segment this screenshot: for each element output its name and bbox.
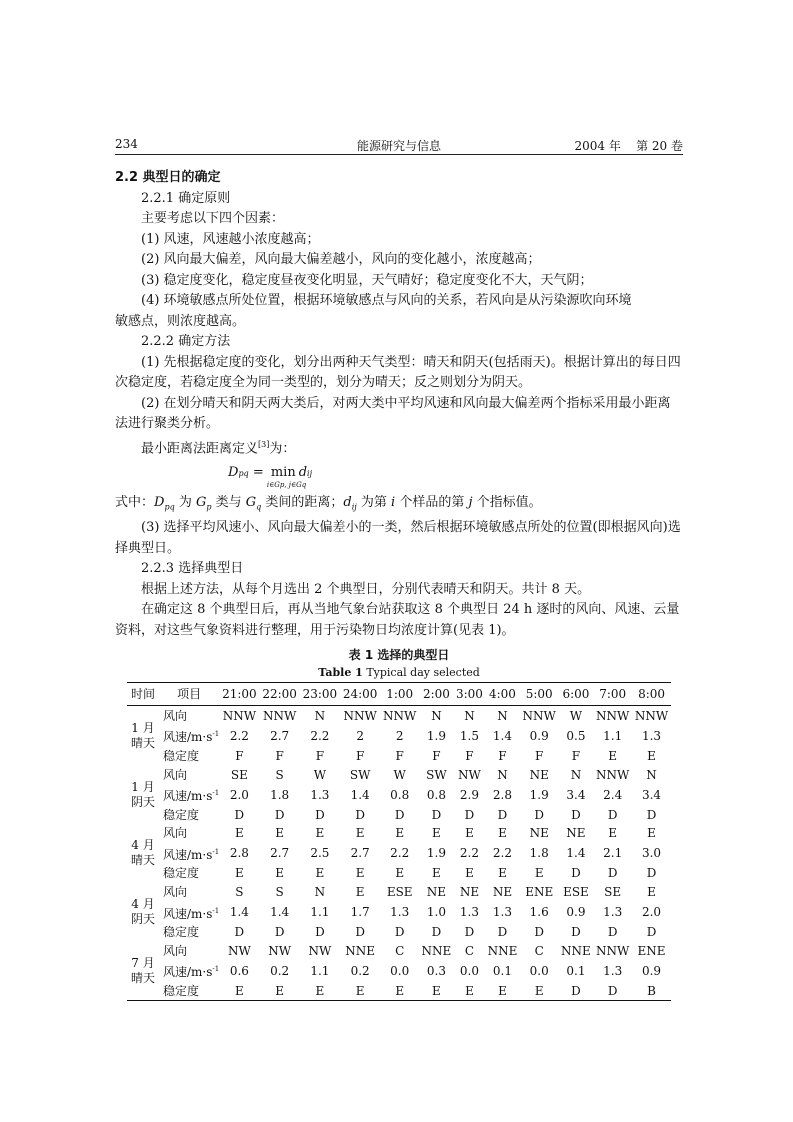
table-cell: 3.4 — [641, 787, 662, 802]
table-row — [127, 883, 671, 902]
table-cell: 1.4 — [566, 846, 586, 861]
header-hour: 5:00 — [520, 683, 559, 706]
table-cell: 2.4 — [603, 787, 623, 802]
table-cell: 2.0 — [229, 787, 249, 802]
table-cell: NNW — [222, 708, 257, 723]
table-cell: F — [465, 748, 474, 763]
table-cell: 2 — [356, 728, 364, 743]
factor-item: (1) 风速，风速越小浓度越高； — [141, 231, 320, 247]
row-item-label: 稳定度 — [163, 925, 200, 940]
table-cell: NE — [566, 826, 586, 841]
table-cell: C — [534, 943, 544, 958]
table-cell: 2.7 — [350, 846, 370, 861]
table-cell: E — [608, 748, 618, 763]
table-cell: E — [498, 983, 507, 998]
table-cell: N — [497, 708, 508, 723]
group-label: 4 月 晴天 — [130, 838, 155, 868]
method-item: (1) 先根据稳定度的变化，划分出两种天气类型：晴天和阴天(包括雨天)。根据计算出的每日四次稳定度，若稳定度全为同一类型的，划分为晴天；反之则划分为阴天。 — [115, 354, 681, 390]
table-cell: B — [647, 983, 656, 998]
header-hour: 4:00 — [485, 683, 520, 706]
table-cell: D — [274, 925, 285, 940]
table-cell: 2.5 — [310, 846, 330, 861]
table-cell: NNE — [421, 943, 452, 958]
table-cell: 0.9 — [529, 728, 549, 743]
table-cell: W — [569, 708, 583, 723]
row-item-label: 稳定度 — [163, 807, 200, 822]
table-cell: E — [234, 983, 244, 998]
table-cell: E — [647, 885, 656, 900]
table-cell: E — [465, 826, 474, 841]
table-cell: 1.1 — [310, 963, 330, 978]
table-cell: 0.8 — [390, 787, 410, 802]
row-item-label: 稳定度 — [163, 983, 200, 998]
table-cell: NE — [426, 885, 447, 900]
row-item-label: 风向 — [163, 826, 188, 841]
table-cell: D — [534, 807, 545, 822]
table-cell: D — [571, 983, 581, 998]
row-item-label: 风速$/m\cdot s^{-1}$ — [163, 789, 220, 804]
table-row — [127, 784, 671, 805]
group-label: 4 月 阴天 — [130, 897, 155, 927]
table-cell: NNW — [383, 708, 417, 723]
table-cell: 1.3 — [390, 905, 410, 920]
table-cell: N — [314, 885, 326, 900]
table-cell: D — [607, 983, 618, 998]
table-cell: F — [432, 748, 441, 763]
table-cell: D — [234, 925, 245, 940]
table-cell: D — [571, 866, 581, 881]
table-cell: 0.9 — [641, 963, 662, 978]
table-cell: E — [234, 826, 244, 841]
paragraph: 主要考虑以下四个因素： — [141, 211, 285, 226]
table-cell: E — [498, 826, 507, 841]
method-item: (2) 在划分晴天和阴天两大类后，对两大类中平均风速和风向最大偏差两个指标采用最小距离法进行聚类分析。 — [115, 395, 671, 431]
table-cell: D — [431, 807, 442, 822]
table-cell: D — [534, 925, 545, 940]
table-cell: D — [607, 925, 618, 940]
factor-item: (4) 环境敏感点所处位置，根据环境敏感点与风向的关系，若风向是从污染源吹向环境 — [141, 293, 632, 308]
table-header-row — [127, 683, 671, 706]
table-cell: ENE — [637, 943, 666, 958]
table-row — [127, 923, 671, 942]
table-cell: E — [315, 826, 325, 841]
table-cell: E — [355, 885, 365, 900]
table-cell: D — [607, 866, 618, 881]
table-row — [127, 805, 671, 824]
table-cell: 1.6 — [529, 905, 549, 920]
table-cell: NNE — [345, 943, 376, 958]
table-cell: 2.7 — [270, 846, 290, 861]
table-cell: S — [235, 885, 244, 900]
table-cell: 2.2 — [390, 846, 410, 861]
table-cell: E — [395, 866, 405, 881]
paragraph: 根据上述方法，从每个月选出 2 个典型日，分别代表晴天和阴天。共计 8 天。 — [141, 581, 591, 597]
table-cell: F — [315, 748, 325, 763]
table-cell: E — [432, 826, 441, 841]
table-cell: 0.0 — [529, 963, 549, 978]
table-cell: E — [465, 983, 474, 998]
table-cell: E — [647, 826, 656, 841]
table-cell: NNW — [596, 767, 630, 782]
table-caption-en: Table 1 Typical day selected — [318, 666, 480, 680]
row-item-label: 风向 — [163, 708, 188, 723]
factor-item: (3) 稳定度变化，稳定度昼夜变化明显，天气晴好；稳定度变化不大，天气阴； — [141, 272, 593, 288]
header-hour: 2:00 — [419, 683, 454, 706]
table-cell: 1.4 — [492, 728, 513, 743]
table-cell: 1.7 — [350, 905, 370, 920]
table-cell: C — [464, 943, 475, 958]
year-volume: 2004 年 第 20 卷 — [574, 139, 683, 153]
header-time: 时间 — [127, 683, 159, 706]
table-cell: D — [315, 925, 325, 940]
row-item-label: 风向 — [163, 767, 188, 782]
table-cell: 0.0 — [390, 963, 410, 978]
table-cell: C — [395, 943, 405, 958]
header-hour: 24:00 — [340, 683, 380, 706]
running-header — [115, 137, 683, 155]
table-cell: SE — [230, 767, 248, 782]
table-cell: 1.9 — [426, 846, 446, 861]
table-cell: F — [535, 748, 544, 763]
table-cell: 0.2 — [270, 963, 290, 978]
table-cell: D — [646, 807, 657, 822]
table-cell: NNW — [596, 943, 630, 958]
table-caption-zh: 表 1 选择的典型日 — [348, 648, 450, 663]
table-cell: 2.9 — [459, 787, 479, 802]
header-hour: 21:00 — [219, 683, 259, 706]
table-cell: F — [356, 748, 365, 763]
table-row — [127, 843, 671, 864]
header-hour: 23:00 — [300, 683, 340, 706]
table-cell: W — [313, 767, 327, 782]
table-cell: E — [498, 866, 507, 881]
table-cell: 2.8 — [492, 787, 513, 802]
table-cell: D — [355, 925, 365, 940]
table-cell: E — [275, 826, 285, 841]
table-cell: 0.1 — [492, 963, 513, 978]
table-cell: S — [275, 767, 284, 782]
table-cell: 1.5 — [459, 728, 479, 743]
header-hour: 6:00 — [559, 683, 594, 706]
table-cell: NNW — [343, 708, 377, 723]
row-item-label: 稳定度 — [163, 866, 200, 881]
table-cell: NNW — [596, 708, 630, 723]
table-cell: E — [534, 983, 544, 998]
table-cell: D — [571, 925, 581, 940]
table-cell: E — [275, 866, 285, 881]
table-cell: W — [393, 767, 406, 782]
article-body — [115, 168, 683, 1001]
table-cell: NE — [529, 826, 549, 841]
table-cell: E — [234, 866, 244, 881]
subsection-heading: 2.2.1 确定原则 — [141, 190, 231, 206]
table-cell: SE — [604, 885, 622, 900]
table-cell: E — [275, 983, 285, 998]
table-cell: E — [465, 866, 474, 881]
method-item: (3) 选择平均风速小、风向最大偏差小的一类，然后根据环境敏感点所处的位置(即根据风向)选择典型日。 — [115, 520, 681, 556]
header-hour: 7:00 — [593, 683, 632, 706]
table-cell: N — [497, 767, 508, 782]
table-cell: E — [355, 866, 365, 881]
table-cell: E — [432, 983, 441, 998]
page-number: 234 — [115, 137, 138, 151]
table-cell: 1.3 — [641, 728, 662, 743]
group-label: 7 月 晴天 — [130, 955, 155, 985]
table-cell: D — [646, 925, 657, 940]
table-cell: D — [234, 807, 245, 822]
subsection-heading: 2.2.3 选择典型日 — [141, 561, 244, 577]
table-cell: N — [431, 708, 442, 723]
table-row — [127, 864, 671, 883]
table-row — [127, 725, 671, 746]
table-cell: SW — [426, 767, 447, 782]
header-item: 项目 — [159, 683, 219, 706]
table-row — [127, 765, 671, 784]
table-cell: 0.2 — [350, 963, 370, 978]
paragraph: 在确定这 8 个典型日后，再从当地气象台站获取这 8 个典型日 24 h 逐时的风向、风速、云量资料，对这些气象资料进行整理，用于污染物日均浓度计算(见表 1)。 — [115, 602, 680, 638]
journal-title: 能源研究与信息 — [356, 139, 441, 153]
table-cell: 1.4 — [270, 905, 290, 920]
table-cell: F — [395, 748, 404, 763]
table-cell: NNW — [522, 708, 556, 723]
table-cell: 0.9 — [566, 905, 586, 920]
table-cell: 1.3 — [603, 905, 623, 920]
table-cell: 1.8 — [270, 787, 290, 802]
table-cell: 1.8 — [529, 846, 549, 861]
table-cell: 1.4 — [229, 905, 249, 920]
table-cell: 0.6 — [229, 963, 249, 978]
table-cell: E — [315, 866, 325, 881]
table-cell: 1.4 — [350, 787, 370, 802]
table-cell: S — [275, 885, 284, 900]
table-cell: 2.8 — [229, 846, 249, 861]
table-cell: D — [315, 807, 325, 822]
table-row — [127, 981, 671, 1000]
formula-explanation: 式中：$D_{pq}$ 为 $G_p$ 类与 $G_q$ 类间的距离；$d_{ij}$ 为第 i 个样品的第 j 个指标值。 — [115, 495, 542, 512]
table-cell: D — [646, 866, 657, 881]
table-cell: 0.3 — [426, 963, 446, 978]
table-cell: N — [570, 767, 582, 782]
formula: Dpq = min i∈Gp, j∈Gq dij — [228, 465, 313, 490]
citation-ref: [3] — [258, 439, 270, 449]
table-cell: E — [355, 983, 365, 998]
table-cell: NNE — [487, 943, 518, 958]
table-cell: NNW — [634, 708, 669, 723]
factor-item-continued: 敏感点，则浓度越高。 — [115, 313, 246, 329]
table-cell: 1.9 — [426, 728, 446, 743]
table-caption — [115, 647, 683, 681]
table-cell: NNE — [561, 943, 591, 958]
table-cell: 1.3 — [603, 963, 623, 978]
table-cell: 2.2 — [310, 728, 330, 743]
table-cell: D — [394, 807, 405, 822]
table-cell: SW — [349, 767, 371, 782]
table-cell: 2 — [395, 728, 404, 743]
subsection-heading: 2.2.2 确定方法 — [141, 334, 231, 349]
table-cell: E — [395, 983, 405, 998]
row-item-label: 风向 — [163, 885, 188, 900]
table-cell: ENE — [525, 885, 554, 900]
header-hour: 8:00 — [632, 683, 671, 706]
table-cell: E — [608, 826, 618, 841]
table-cell: 2.2 — [492, 846, 513, 861]
table-cell: D — [571, 807, 581, 822]
table-cell: D — [497, 807, 508, 822]
table-cell: 1.3 — [310, 787, 330, 802]
table-cell: D — [355, 807, 365, 822]
table-cell: 0.5 — [566, 728, 586, 743]
table-cell: E — [315, 983, 325, 998]
table-cell: NNW — [262, 708, 297, 723]
table-row — [127, 942, 671, 961]
table-cell: E — [534, 866, 544, 881]
table-cell: E — [395, 826, 405, 841]
row-item-label: 风向 — [163, 943, 188, 958]
row-item-label: 风速$/m\cdot s^{-1}$ — [163, 965, 220, 980]
table-row — [127, 706, 671, 725]
table-cell: 2.2 — [229, 728, 249, 743]
table-cell: F — [571, 748, 581, 763]
table-cell: N — [646, 767, 657, 782]
typical-day-table — [127, 682, 671, 1001]
factor-item: (2) 风向最大偏差，风向最大偏差越小，风向的变化越小，浓度越高； — [141, 252, 541, 267]
table-cell: 1.1 — [310, 905, 330, 920]
table-cell: ESE — [386, 885, 413, 900]
table-cell: 1.1 — [603, 728, 623, 743]
table-cell: F — [498, 748, 507, 763]
table-row — [127, 824, 671, 843]
table-cell: 2.0 — [641, 905, 662, 920]
table-cell: 0.0 — [459, 963, 479, 978]
row-item-label: 风速$/m\cdot s^{-1}$ — [163, 730, 220, 745]
table-cell: D — [431, 925, 442, 940]
table-cell: D — [394, 925, 405, 940]
table-cell: 0.1 — [566, 963, 586, 978]
table-cell: 3.4 — [566, 787, 586, 802]
table-cell: NW — [227, 943, 251, 958]
table-cell: F — [235, 748, 244, 763]
group-label: 1 月 晴天 — [130, 720, 155, 750]
table-cell: 2.2 — [459, 846, 479, 861]
table-cell: N — [314, 708, 326, 723]
table-cell: 1.3 — [492, 905, 513, 920]
table-cell: NE — [492, 885, 513, 900]
table-cell: NE — [529, 767, 549, 782]
table-cell: N — [464, 708, 475, 723]
row-item-label: 风速$/m\cdot s^{-1}$ — [163, 906, 220, 921]
table-cell: D — [607, 807, 618, 822]
table-cell: ESE — [563, 885, 589, 900]
table-cell: E — [432, 866, 441, 881]
row-item-label: 风速$/m\cdot s^{-1}$ — [163, 847, 220, 862]
table-cell: 2.1 — [603, 846, 623, 861]
table-cell: NW — [308, 943, 332, 958]
table-cell: D — [464, 807, 475, 822]
table-cell: 0.8 — [426, 787, 446, 802]
header-hour: 3:00 — [454, 683, 485, 706]
table-cell: F — [275, 748, 284, 763]
table-cell: 1.9 — [529, 787, 549, 802]
table-cell: NW — [458, 767, 481, 782]
table-cell: D — [274, 807, 285, 822]
table-cell: E — [355, 826, 365, 841]
section-heading: 2.2 典型日的确定 — [115, 170, 221, 185]
table-cell: 2.7 — [270, 728, 290, 743]
table-row — [127, 746, 671, 765]
table-row — [127, 960, 671, 981]
group-label: 1 月 阴天 — [130, 779, 155, 809]
table-cell: NW — [268, 943, 292, 958]
row-item-label: 稳定度 — [163, 748, 200, 763]
table-cell: 3.0 — [641, 846, 662, 861]
table-cell: 1.0 — [426, 905, 446, 920]
table-cell: NE — [459, 885, 480, 900]
table-row — [127, 902, 671, 923]
table-cell: 1.3 — [459, 905, 479, 920]
table-cell: D — [497, 925, 508, 940]
table-cell: E — [647, 748, 656, 763]
header-hour: 22:00 — [260, 683, 300, 706]
table-cell: D — [464, 925, 475, 940]
header-hour: 1:00 — [380, 683, 419, 706]
definition-line: 最小距离法距离定义[3]为： — [141, 439, 296, 456]
